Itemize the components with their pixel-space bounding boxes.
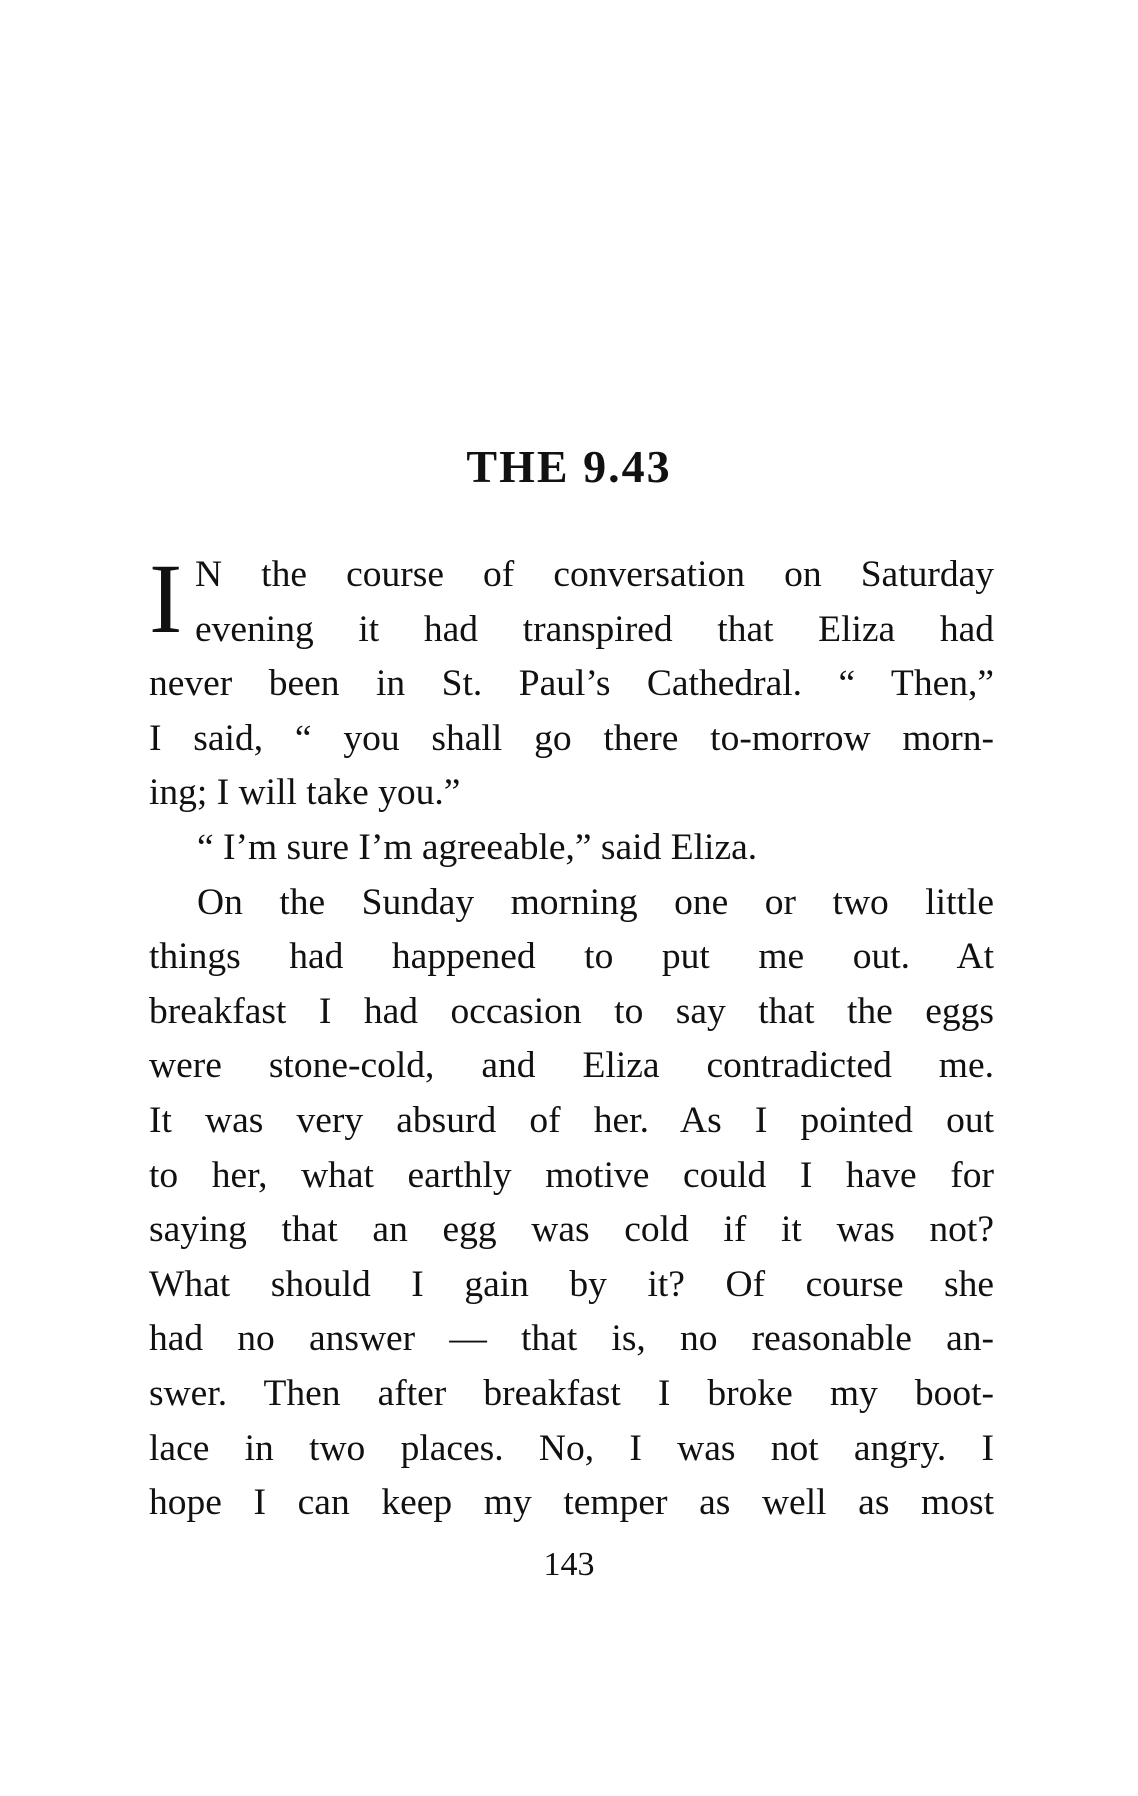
- text-line: I said, “ you shall go there to-morrow morn-: [149, 717, 994, 759]
- text-line: swer. Then after breakfast I broke my boot-: [149, 1372, 994, 1414]
- page-number: 143: [543, 1546, 595, 1583]
- text-line: N the course of conversation on Saturday: [195, 554, 994, 595]
- text-line: “ I’m sure I’m agreeable,” said Eliza.: [197, 826, 758, 868]
- text-line: lace in two places. No, I was not angry. I: [149, 1427, 994, 1469]
- chapter-title: THE 9.43: [466, 441, 672, 492]
- text-line: to her, what earthly motive could I have for: [149, 1154, 994, 1196]
- text-line: never been in St. Paul’s Cathedral. “ Then,”: [149, 663, 994, 705]
- text-line: things had happened to put me out. At: [149, 936, 994, 978]
- text-line: evening it had transpired that Eliza had: [195, 608, 994, 650]
- text-line: had no answer — that is, no reasonable an-: [149, 1318, 994, 1360]
- body-text: [149, 543, 994, 1531]
- text-line: On the Sunday morning one or two little: [197, 881, 994, 923]
- opening-paragraph: [149, 543, 994, 657]
- text-line: breakfast I had occasion to say that the eggs: [149, 990, 994, 1032]
- text-line: were stone-cold, and Eliza contradicted me.: [149, 1045, 994, 1087]
- text-line: What should I gain by it? Of course she: [149, 1263, 994, 1305]
- text-line: saying that an egg was cold if it was not?: [149, 1209, 994, 1251]
- drop-cap: I: [149, 543, 183, 654]
- text-line: ing; I will take you.”: [149, 772, 461, 814]
- text-line: hope I can keep my temper as well as most: [149, 1482, 994, 1524]
- text-line: It was very absurd of her. As I pointed out: [149, 1099, 994, 1141]
